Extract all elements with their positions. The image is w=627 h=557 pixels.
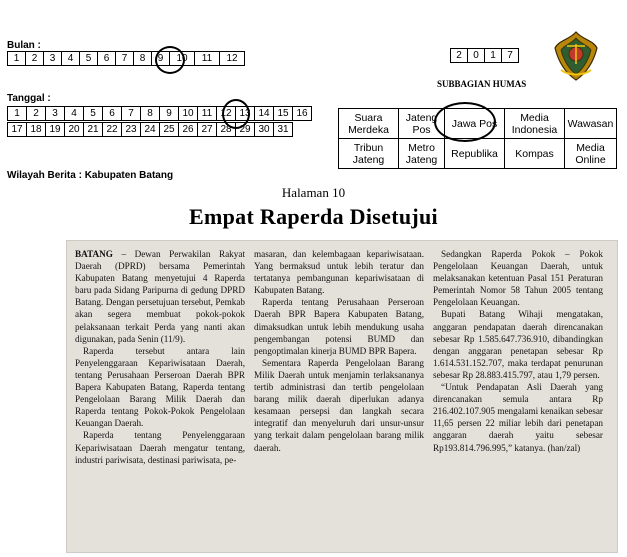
year-digit-cell: 2 (450, 48, 468, 63)
headline: Empat Raperda Disetujui (189, 204, 438, 229)
date-cell: 28 (216, 122, 236, 137)
article-paragraph: BATANG – Dewan Perwakilan Rakyat Daerah (DPRD) bersama Pemerintah Kabupaten Batang menyetujui 4 Raperda baru pada Sidang Paripurna di gedung DPRD Batang. Dengan persetujuan tersebut, Pemkab akan segera membuat pokok-pokok pelaksanaan terkait Perda yang nanti akan digunakan, pada Senin (11/9). (75, 249, 245, 344)
date-cell: 12 (216, 106, 236, 121)
date-cell: 19 (45, 122, 65, 137)
date-cell: 24 (140, 122, 160, 137)
date-cell: 18 (26, 122, 46, 137)
date-cell: 29 (235, 122, 255, 137)
date-cell: 7 (121, 106, 141, 121)
media-cell: Republika (445, 139, 505, 169)
media-cell: Suara Merdeka (339, 109, 399, 139)
date-cell: 14 (254, 106, 274, 121)
page-number: Halaman 10 (281, 185, 346, 200)
media-cell: Media Indonesia (505, 109, 565, 139)
date-cell: 26 (178, 122, 198, 137)
date-cell: 2 (26, 106, 46, 121)
media-cell: Media Online (565, 139, 617, 169)
article-paragraph: Sedangkan Raperda Pokok – Pokok Pengelolaan Keuangan Daerah, untuk melaksanakan ketentuan Pasal 151 Peraturan Pemerintah Nomor 58 Tahun 2005 tentang Pengelolaan Keuangan. (433, 249, 603, 308)
month-cell: 3 (43, 51, 62, 66)
date-cell: 31 (273, 122, 293, 137)
article-clipping (66, 240, 618, 553)
article-column-1 (75, 248, 245, 466)
article-column-2 (254, 248, 424, 454)
date-cell: 10 (178, 106, 198, 121)
month-cell: 12 (219, 51, 245, 66)
month-selection-circle (155, 46, 185, 74)
kabupaten-batang-logo-icon (553, 30, 599, 82)
date-cell: 21 (83, 122, 103, 137)
media-cell: Wawasan (565, 109, 617, 139)
month-cell: 4 (61, 51, 80, 66)
date-cell: 25 (159, 122, 179, 137)
month-cell: 10 (169, 51, 195, 66)
date-row-2 (7, 123, 293, 137)
month-cell: 6 (97, 51, 116, 66)
month-cell: 7 (115, 51, 134, 66)
date-cell: 1 (7, 106, 27, 121)
date-cell: 4 (64, 106, 84, 121)
article-paragraph: masaran, dan kelembagaan kepariwisataan. Yang bermaksud untuk lebih teratur dan tertatanya pembangunan kepariwisataan di Kabupaten Batang. (254, 249, 424, 296)
date-cell: 5 (83, 106, 103, 121)
article-paragraph: Bupati Batang Wihaji mengatakan, anggaran pendapatan daerah direncanakan sebesar Rp 1.585.647.736.910, dibandingkan dengan anggaran penetapan sebesar Rp 1.614.531.152.707, maka terdapat penurunan sebesar Rp 28.883.415.797, atau 1,79 persen. (433, 309, 603, 380)
wilayah-berita-label: Wilayah Berita : Kabupaten Batang (7, 170, 174, 181)
article-column-3 (433, 248, 603, 454)
article-paragraph: Raperda tentang Perusahaan Perseroan Daerah BPR Bapera Kabupaten Batang, dimaksudkan untuk lebih mendukung usaha pengembangan potensi BUMD dan pengoptimalan kinerja BUMD BPR Bapera. (254, 297, 424, 356)
date-cell: 20 (64, 122, 84, 137)
article-paragraph: Raperda tentang Penyelenggaraan Kepariwisataan Daerah mengatur tentang, industri pariwisata, destinasi pariwisata, pe- (75, 430, 245, 465)
year-digit-cell: 1 (484, 48, 502, 63)
media-cell: Tribun Jateng (339, 139, 399, 169)
date-selection-circle (222, 99, 250, 129)
article-paragraph: “Untuk Pendapatan Asli Daerah yang direncanakan semula antara Rp 216.402.107.905 mengalami kenaikan sebesar 11,65 persen 22 miliar lebih dari penetapan anggaran daerah yaitu sebesar Rp193.814.796.995,” katanya. (han/zal) (433, 382, 603, 453)
year-row (450, 49, 519, 63)
bulan-label: Bulan : (7, 40, 41, 51)
date-cell: 22 (102, 122, 122, 137)
date-cell: 11 (197, 106, 217, 121)
media-cell: Jawa Pos (445, 109, 505, 139)
date-cell: 6 (102, 106, 122, 121)
date-row-1 (7, 107, 312, 121)
date-cell: 3 (45, 106, 65, 121)
date-cell: 9 (159, 106, 179, 121)
month-cell: 9 (151, 51, 170, 66)
media-cell: Metro Jateng (399, 139, 445, 169)
tanggal-label: Tanggal : (7, 93, 51, 104)
month-cell: 1 (7, 51, 26, 66)
month-cell: 8 (133, 51, 152, 66)
month-cell: 5 (79, 51, 98, 66)
date-cell: 30 (254, 122, 274, 137)
article-paragraph: Raperda tersebut antara lain Penyelenggaraan Kepariwisataan Daerah, tentang Perusahaan Perseroan Daerah BPR Bapera Kabupaten Batang, Raperda tentang Pengelolaan Barang Milik Daerah dan Raperda tentang Pokok-Pokok Pengelolaan Keuangan Daerah. (75, 345, 245, 429)
media-cell: Jateng Pos (399, 109, 445, 139)
month-cell: 2 (25, 51, 44, 66)
date-cell: 27 (197, 122, 217, 137)
date-cell: 16 (292, 106, 312, 121)
article-paragraph: Sementara Raperda Pengelolaan Barang Milik Daerah untuk menjamin terlaksananya tertib administrasi dan tertib pengelolaan barang milik daerah diperlukan adanya kesamaan persepsi dan langkah secara integratif dan menyeluruh dari unsur-unsur yang terkait dalam pengelolaan barang milik daerah. (254, 357, 424, 453)
date-cell: 15 (273, 106, 293, 121)
month-cell: 11 (194, 51, 220, 66)
month-row (7, 52, 245, 66)
date-cell: 23 (121, 122, 141, 137)
article-dateline: BATANG (75, 249, 113, 259)
media-cell: Kompas (505, 139, 565, 169)
date-cell: 17 (7, 122, 27, 137)
media-selection-circle (434, 102, 496, 142)
year-digit-cell: 7 (501, 48, 519, 63)
year-digit-cell: 0 (467, 48, 485, 63)
date-cell: 8 (140, 106, 160, 121)
date-cell: 13 (235, 106, 255, 121)
subbagian-humas-label: SUBBAGIAN HUMAS (437, 79, 527, 89)
